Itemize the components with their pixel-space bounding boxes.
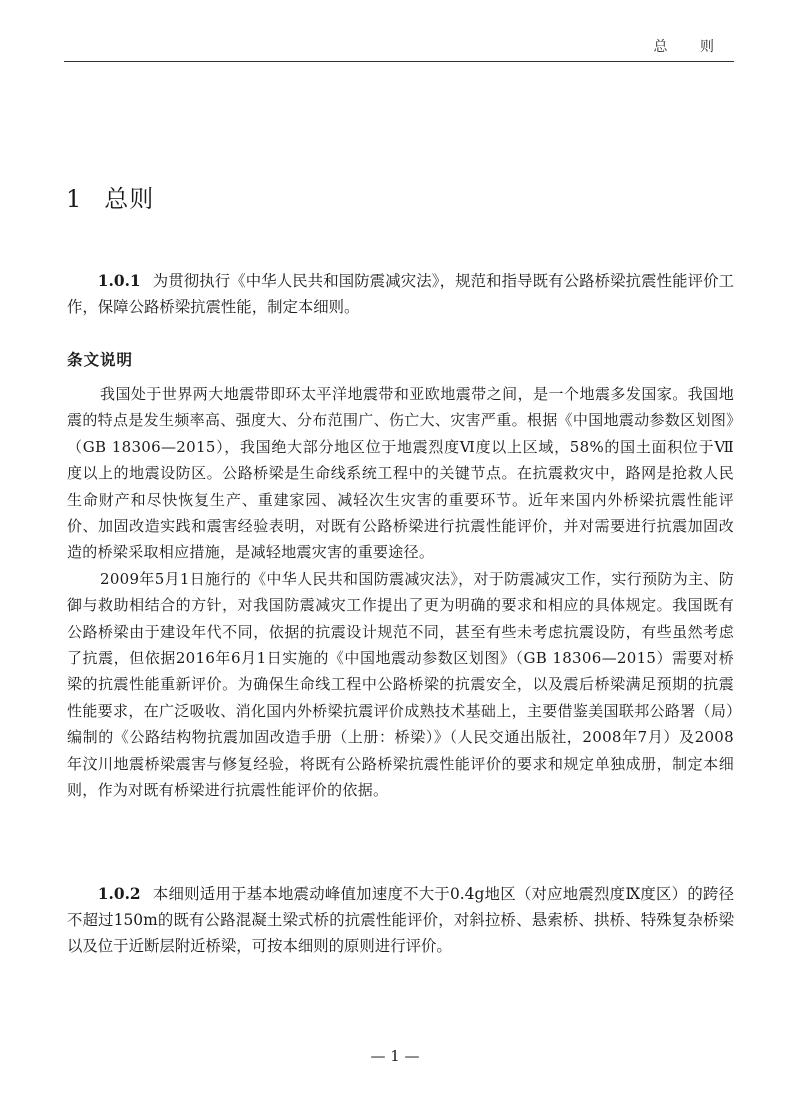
commentary-heading: 条文说明 [67, 350, 134, 369]
chapter-number: 1 [66, 185, 83, 214]
header-rule [64, 61, 734, 62]
clause-text: 为贯彻执行《中华人民共和国防震减灾法》，规范和指导既有公路桥梁抗震性能评价工作，保障公路桥梁抗震性能，制定本细则。 [67, 272, 734, 316]
clause-1-0-2 [67, 881, 734, 959]
page-number: — 1 — [370, 1047, 420, 1065]
commentary-body [67, 381, 734, 804]
clause-paragraph [67, 881, 734, 959]
commentary-paragraph-1: 我国处于世界两大地震带即环太平洋地震带和亚欧地震带之间，是一个地震多发国家。我国地震的特点是发生频率高、强度大、分布范围广、伤亡大、灾害严重。根据《中国地震动参数区划图》（GB 18306—2015），我国绝大部分地区位于地震烈度Ⅵ度以上区域，58%的国土面积位于Ⅶ度以上的地震设防区。公路桥梁是生命线系统工程中的关键节点。在抗震救灾中，路网是抢救人民生命财产和尽快恢复生产、重建家园、减轻次生灾害的重要环节。近年来国内外桥梁抗震性能评价、加固改造实践和震害经验表明，对既有公路桥梁进行抗震性能评价，并对需要进行抗震加固改造的桥梁采取相应措施，是减轻地震灾害的重要途径。 [67, 385, 734, 562]
chapter-title [66, 179, 154, 214]
clause-number: 1.0.1 [97, 272, 141, 290]
commentary-paragraph-2: 2009年5月1日施行的《中华人民共和国防震减灾法》，对于防震减灾工作，实行预防为主、防御与救助相结合的方针，对我国防震减灾工作提出了更为明确的要求和相应的具体规定。我国既有公路桥梁由于建设年代不同，依据的抗震设计规范不同，甚至有些未考虑抗震设防，有些虽然考虑了抗震，但依据2016年6月1日实施的《中国地震动参数区划图》（GB 18306—2015）需要对桥梁的抗震性能重新评价。为确保生命线工程中公路桥梁的抗震安全，以及震后桥梁满足预期的抗震性能要求，在广泛吸收、消化国内外桥梁抗震评价成熟技术基础上，主要借鉴美国联邦公路署（局）编制的《公路结构物抗震加固改造手册（上册：桥梁）》（人民交通出版社，2008年7月）及2008年汶川地震桥梁震害与修复经验，将既有公路桥梁抗震性能评价的要求和规定单独成册，制定本细则，作为对既有桥梁进行抗震性能评价的依据。 [67, 569, 734, 800]
clause-text: 本细则适用于基本地震动峰值加速度不大于0.4g地区（对应地震烈度Ⅸ度区）的跨径不超过150m的既有公路混凝土梁式桥的抗震性能评价，对斜拉桥、悬索桥、拱桥、特殊复杂桥梁以及位于近断层附近桥梁，可按本细则的原则进行评价。 [67, 885, 734, 955]
running-header: 总 则 [653, 39, 728, 55]
clause-number: 1.0.2 [97, 885, 141, 903]
chapter-title-text: 总则 [104, 185, 155, 214]
clause-1-0-1 [67, 268, 734, 320]
clause-paragraph [67, 268, 734, 320]
